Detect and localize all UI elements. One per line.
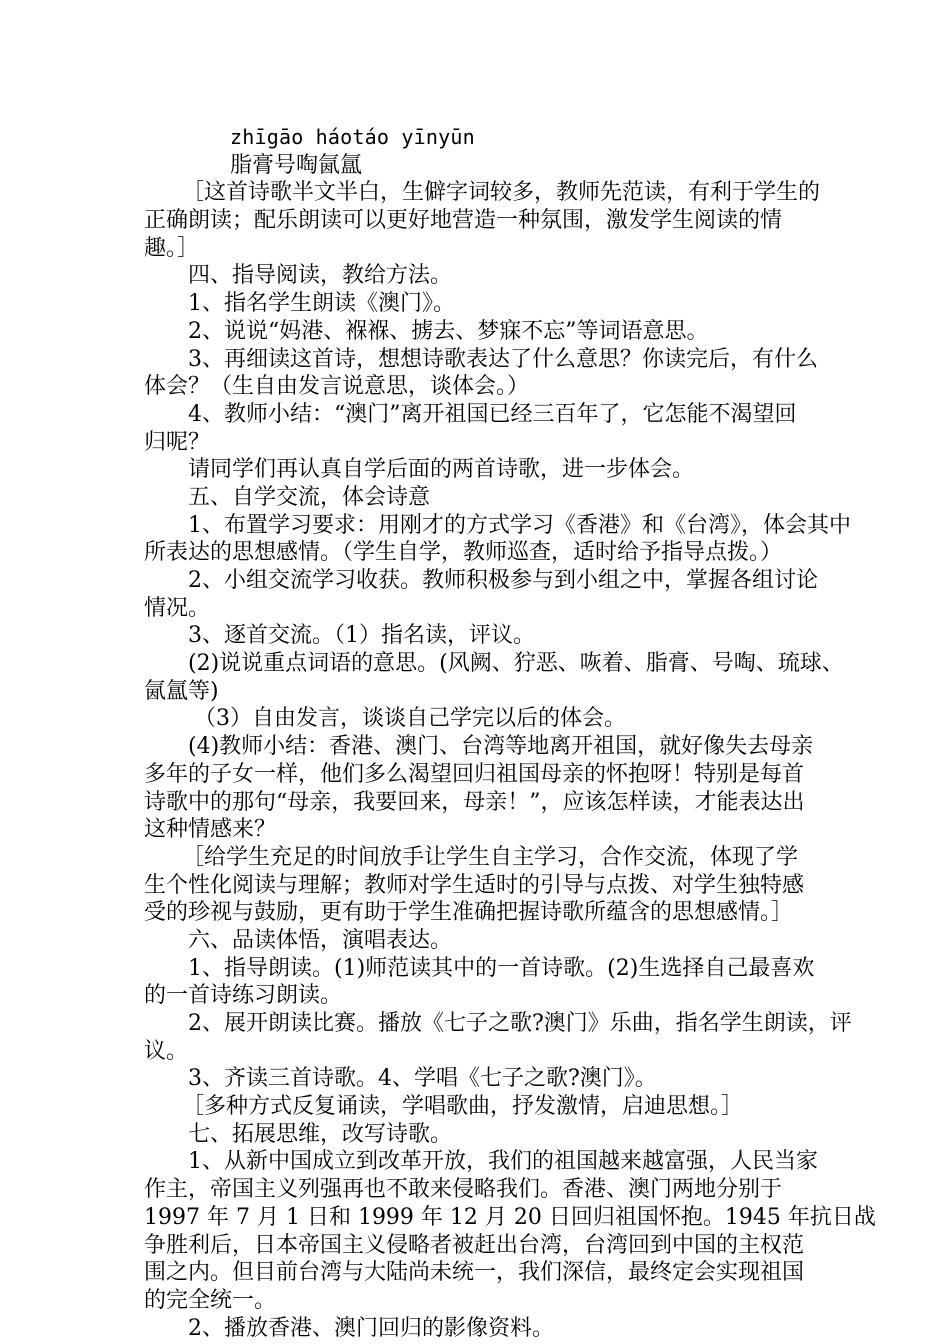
paragraph-line: 4、教师小结：“澳门”离开祖国已经三百年了，它怎能不渴望回: [188, 401, 797, 427]
paragraph-line: 争胜利后，日本帝国主义侵略者被赶出台湾，台湾回到中国的主权范: [144, 1232, 805, 1258]
paragraph-line: 2、小组交流学习收获。教师积极参与到小组之中，掌握各组讨论: [188, 568, 818, 593]
paragraph-line: 归呢？: [144, 429, 211, 455]
paragraph-line: 1997 年 7 月 1 日和 1999 年 12 月 20 日回归祖国怀抱。1945 年抗日战: [144, 1204, 876, 1230]
paragraph-line: 的一首诗练习朗读。: [144, 983, 343, 1009]
paragraph-line: 3、齐读三首诗歌。4、学唱《七子之歌?澳门》。: [188, 1066, 657, 1092]
paragraph-line: 体会？（生自由发言说意思，谈体会。）: [144, 374, 530, 400]
paragraph-line: （3）自由发言，谈谈自己学完以后的体会。: [194, 706, 626, 732]
paragraph-line: (2)说说重点词语的意思。(风阙、狞恶、咴着、脂膏、号啕、琉球、: [188, 651, 844, 677]
paragraph-line: 议。: [144, 1038, 189, 1064]
pinyin-line: zhīgāo háotáo yīnyūn: [230, 125, 475, 149]
paragraph-line: ［多种方式反复诵读，学唱歌曲，抒发激情，启迪思想。］: [182, 1094, 744, 1120]
paragraph-line: 围之内。但目前台湾与大陆尚未统一，我们深信，最终定会实现祖国: [144, 1260, 805, 1286]
paragraph-line: 多年的子女一样，他们多么渴望回归祖国母亲的怀抱呀！特别是每首: [144, 761, 805, 787]
paragraph-line: 2、说说“妈港、褓褓、掳去、梦寐不忘”等词语意思。: [188, 318, 709, 344]
paragraph-line: 生个性化阅读与理解；教师对学生适时的引导与点拨、对学生独特感: [144, 872, 805, 898]
paragraph-line: 2、展开朗读比赛。播放《七子之歌?澳门》乐曲，指名学生朗读，评: [188, 1011, 852, 1036]
paragraph-line: 的完全统一。: [144, 1287, 277, 1313]
paragraph-line: 1、布置学习要求：用刚才的方式学习《香港》和《台湾》，体会其中: [188, 512, 851, 538]
paragraph-line: 趣。］: [144, 235, 200, 261]
paragraph-line: 1、从新中国成立到改革开放，我们的祖国越来越富强，人民当家: [188, 1149, 818, 1175]
paragraph-line: 请同学们再认真自学后面的两首诗歌，进一步体会。: [188, 457, 695, 483]
paragraph-line: 正确朗读；配乐朗读可以更好地营造一种氛围，激发学生阅读的情: [144, 208, 783, 234]
paragraph-line: 1、指导朗读。(1)师范读其中的一首诗歌。(2)生选择自己最喜欢: [188, 955, 815, 981]
document-body: [144, 124, 876, 1342]
paragraph-line: 情况。: [144, 595, 211, 621]
section-heading: 六、品读体悟，演唱表达。: [188, 927, 453, 953]
paragraph-line: ［给学生充足的时间放手让学生自主学习，合作交流，体现了学: [182, 844, 799, 870]
paragraph-line: 1、指名学生朗读《澳门》。: [188, 291, 455, 317]
paragraph-line: 受的珍视与鼓励，更有助于学生准确把握诗歌所蕴含的思想感情。］: [144, 900, 794, 926]
hanzi-line: 脂膏号啕氤氲: [230, 152, 363, 178]
paragraph-line: 这种情感来？: [144, 817, 277, 843]
paragraph-line: (4)教师小结：香港、澳门、台湾等地离开祖国，就好像失去母亲: [188, 734, 814, 760]
paragraph-line: ［这首诗歌半文半白，生僻字词较多，教师先范读，有利于学生的: [182, 180, 821, 206]
paragraph-line: 所表达的思想感情。（学生自学，教师巡查，适时给予指导点拨。）: [144, 540, 783, 566]
paragraph-line: 2、播放香港、澳门回归的影像资料。: [188, 1315, 554, 1341]
section-heading: 七、拓展思维，改写诗歌。: [188, 1121, 453, 1147]
section-heading: 四、指导阅读，教给方法。: [188, 263, 453, 289]
paragraph-line: 3、再细读这首诗，想想诗歌表达了什么意思？你读完后，有什么: [188, 346, 818, 372]
paragraph-line: 作主，帝国主义列强再也不敢来侵略我们。香港、澳门两地分别于: [144, 1177, 783, 1203]
paragraph-line: 3、逐首交流。（1）指名读，评议。: [188, 623, 535, 649]
paragraph-line: 诗歌中的那句“母亲，我要回来，母亲！”，应该怎样读，才能表达出: [144, 789, 805, 815]
section-heading: 五、自学交流，体会诗意: [188, 484, 431, 510]
paragraph-line: 氤氲等): [144, 678, 219, 704]
